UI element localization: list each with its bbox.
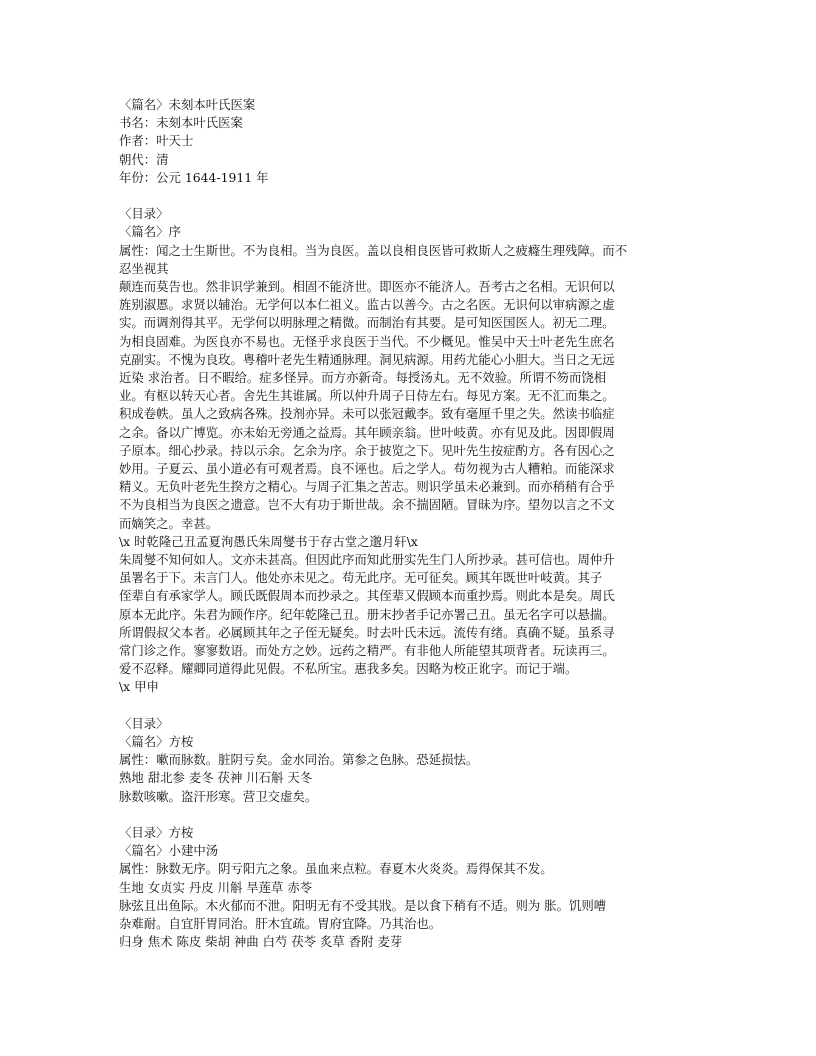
text-line: 〈篇名〉序 <box>119 224 181 240</box>
title-line: 〈篇名〉未刻本叶氏医案 <box>119 97 256 112</box>
year-line: 年份：公元 1644-1911 年 <box>119 169 269 185</box>
text-line: 近染 求治者。日不暇给。症多怪异。而方亦新奇。每授汤丸。无不效验。所谓不笏而饶相 <box>119 370 607 386</box>
text-line: 属性：闻之士生斯世。不为良相。当为良医。盖以良相良医皆可救斯人之疲癃生理残障。而不 <box>119 242 628 258</box>
book-name-line: 书名：未刻本叶氏医案 <box>119 115 243 131</box>
text-line: 脉数咳嗽。盗汗形寒。营卫交虚矣。 <box>119 788 318 804</box>
text-line: 不为良相当为良医之遗意。岂不大有功于斯世哉。余不揣固陋。冒昧为序。望勿以言之不文 <box>119 497 615 513</box>
text-line: 〈目录〉 <box>119 206 169 222</box>
text-line: 为相良固难。为医良亦不易也。无怪乎求良医于当代。不少概见。惟吴中天士叶老先生庶名 <box>119 333 615 349</box>
text-line: 常门诊之作。寥寥数语。而处方之妙。远药之精严。有非他人所能望其项背者。玩读再三。 <box>119 643 615 659</box>
text-line: 属性：脉数无序。阴亏阳亢之象。虽血来点粒。春夏木火炎炎。焉得保其不发。 <box>119 861 553 877</box>
text-line: 忍坐视其 <box>119 260 169 276</box>
text-line: 所谓假叔父本者。必属顾其年之子侄无疑矣。时去叶氏未远。流传有绪。真确不疑。虽系寻 <box>119 624 615 640</box>
text-line: 爱不忍释。耀卿同道得此见假。不私所宝。惠我多矣。因略为校正讹字。而记于端。 <box>119 661 578 677</box>
text-line: 颠连而莫告也。然非识学兼到。相固不能济世。即医亦不能济人。吾考古之名相。无识何以 <box>119 279 615 295</box>
text-line: 〈目录〉 <box>119 715 169 731</box>
text-line: 精义。无负叶老先生揆方之精心。与周子汇集之苦志。则识学虽未必兼到。而亦稍稍有合乎 <box>119 479 615 495</box>
text-line: \x 时乾隆己丑孟夏洵愚氏朱周燮书于存古堂之邈月轩\x <box>119 533 418 549</box>
dynasty-line: 朝代：清 <box>119 151 169 167</box>
text-line: 脉弦且出鱼际。木火郁而不泄。阳明无有不受其戕。是以食下稍有不适。则为 胀。饥则嘈 <box>119 897 607 913</box>
text-line: 业。有枢以转天心者。舍先生其谁属。所以仲升周子日侍左右。每见方案。无不汇而集之。 <box>119 388 615 404</box>
text-line: 之余。备以广博览。亦未始无旁通之益焉。其年顾亲翁。世叶岐黄。亦有见及此。因即假周 <box>119 424 615 440</box>
text-line: \x 甲申 <box>119 679 159 695</box>
text-line: 〈目录〉方桉 <box>119 825 194 841</box>
text-line: 侄辈自有承家学人。顾氏既假周本而抄录之。其侄辈又假顾本而重抄焉。则此本是矣。周氏 <box>119 588 615 604</box>
text-line: 属性：嗽而脉数。脏阴亏矣。金水同治。第参之色脉。恐延损怯。 <box>119 752 479 768</box>
text-line: 而嫡笑之。幸甚。 <box>119 515 219 531</box>
document-page <box>119 96 699 952</box>
text-line: 虽署名于下。未言门人。他处亦未见之。苟无此序。无可征矣。顾其年既世叶岐黄。其子 <box>119 570 603 586</box>
header-block <box>119 96 699 187</box>
text-line: 〈篇名〉小建中汤 <box>119 843 219 859</box>
author-line: 作者：叶天士 <box>119 133 194 149</box>
text-line: 实。而调剂得其平。无学何以明脉理之精微。而制治有其要。是可知医国医人。初无二理。 <box>119 315 615 331</box>
section-fang-an <box>119 715 699 806</box>
text-line: 朱周燮不知何如人。文亦未甚高。但因此序而知此册实先生门人所抄录。甚可信也。周仲升 <box>119 552 615 568</box>
text-line: 〈篇名〉方桉 <box>119 734 194 750</box>
blank-line <box>119 806 699 824</box>
text-line: 熟地 甜北参 麦冬 茯神 川石斛 天冬 <box>119 770 313 786</box>
text-line: 子原本。细心抄录。持以示余。乞余为序。余于披览之下。见叶先生按症酌方。各有因心之 <box>119 442 615 458</box>
text-line: 旌别淑慝。求贤以辅治。无学何以本仁祖义。监古以善今。古之名医。无识何以审病源之虚 <box>119 297 615 313</box>
blank-line <box>119 187 699 205</box>
text-line: 生地 女贞实 丹皮 川斛 旱莲草 赤苓 <box>119 879 313 895</box>
section-preface <box>119 205 699 696</box>
text-line: 妙用。子夏云、虽小道必有可观者焉。良不诬也。后之学人。苟勿视为古人糟粕。而能深求 <box>119 461 615 477</box>
text-line: 积成卷帙。虽人之致病各殊。投剂亦异。未可以张冠戴李。致有毫厘千里之失。然读书临症 <box>119 406 615 422</box>
blank-line <box>119 697 699 715</box>
text-line: 原本无此序。朱君为顾作序。纪年乾隆己丑。册末抄者手记亦署己丑。虽无名字可以悬揣。 <box>119 606 615 622</box>
section-xiao-jian-zhong-tang <box>119 824 699 951</box>
text-line: 归身 焦术 陈皮 柴胡 神曲 白芍 茯苓 炙草 香附 麦芽 <box>119 934 403 950</box>
text-line: 克副实。不愧为良玫。粤稽叶老先生精通脉理。洞见病源。用药尤能心小胆大。当日之无远 <box>119 351 615 367</box>
text-line: 杂难耐。自宜肝胃同治。肝木宜疏。胃府宜降。乃其治也。 <box>119 916 442 932</box>
